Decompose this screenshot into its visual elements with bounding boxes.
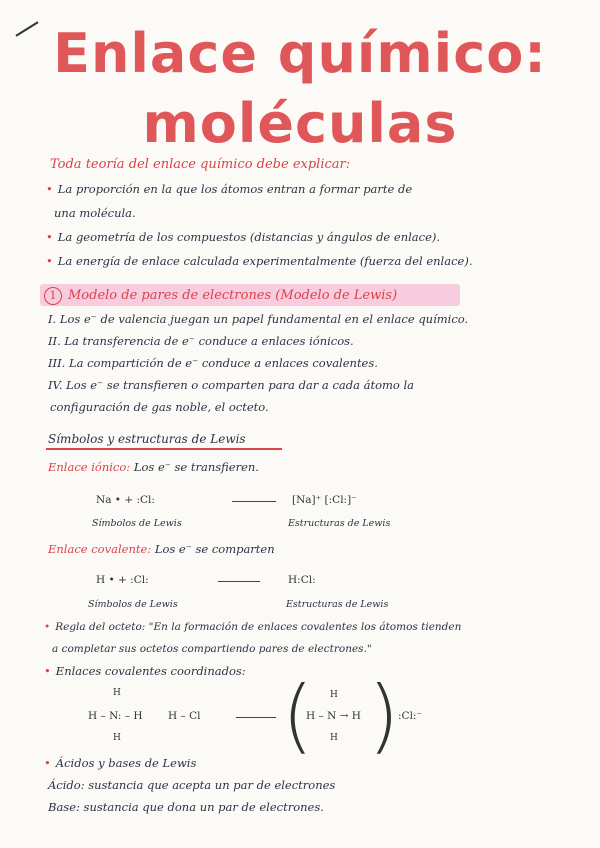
lewis-heading-underline [46,448,282,450]
covalent-caption-structures: Estructuras de Lewis [286,599,389,610]
intro-bullet-1-cont: una molécula. [54,206,136,220]
lewis-heading: Símbolos y estructuras de Lewis [48,432,246,446]
base-definition: Base: sustancia que dona un par de electrones. [48,800,324,814]
intro-heading: Toda teoría del enlace químico debe explicar: [50,157,351,172]
paren-right: ) [368,669,400,762]
paren-left: ( [282,669,314,762]
covalent-symbols: H • + :Cl: [96,574,149,586]
covalent-result: H:Cl: [288,574,316,586]
ionic-caption-symbols: Símbolos de Lewis [92,518,182,529]
ionic-symbols: Na • + :Cl: [96,494,155,506]
octet-rule-line1: • Regla del octeto: "En la formación de enlaces covalentes los átomos tienden [44,621,462,633]
nh4-h-bottom: H [330,733,338,743]
nh4-h-top: H [330,690,338,700]
octet-rule-line2: a completar sus octetos compartiendo pares de electrones." [52,643,372,655]
page-title-line2: moléculas [142,92,458,155]
coordinate-arrow [236,717,276,718]
nh3-h-top: H [113,688,121,698]
intro-bullet-3: • La energía de enlace calculada experimentalmente (fuerza del enlace). [46,254,473,268]
nh3-h-bottom: H [113,733,121,743]
point-4-cont: configuración de gas noble, el octeto. [50,400,269,414]
point-2: II. La transferencia de e⁻ conduce a enlaces iónicos. [48,334,354,348]
point-4: IV. Los e⁻ se transfieren o comparten para dar a cada átomo la [48,378,415,392]
nh3-structure: H – N: – H [88,710,143,722]
ionic-arrow [232,501,276,502]
point-3: III. La compartición de e⁻ conduce a enlaces covalentes. [48,356,378,370]
intro-bullet-2: • La geometría de los compuestos (distancias y ángulos de enlace). [46,230,441,244]
acids-heading: • Ácidos y bases de Lewis [44,756,197,770]
hcl-structure: H – Cl [168,710,201,722]
ionic-result: [Na]⁺ [:Cl:]⁻ [292,494,357,506]
covalent-arrow [218,581,260,582]
point-1: I. Los e⁻ de valencia juegan un papel fundamental en el enlace químico. [48,312,469,326]
acid-definition: Ácido: sustancia que acepta un par de electrones [48,778,336,792]
covalent-caption-symbols: Símbolos de Lewis [88,599,178,610]
chloride-ion: :Cl:⁻ [398,710,423,722]
coordinate-heading: • Enlaces covalentes coordinados: [44,664,246,678]
ionic-caption-structures: Estructuras de Lewis [288,518,391,529]
ammonium-structure: H – N → H [306,710,361,722]
ionic-line: Enlace iónico: Los e⁻ se transfieren. [48,460,259,474]
covalent-line: Enlace covalente: Los e⁻ se comparten [48,542,275,556]
section-1-title: 1 Modelo de pares de electrones (Modelo de Lewis) [44,287,397,305]
page-title-line1: Enlace químico: [53,22,547,85]
intro-bullet-1: • La proporción en la que los átomos entran a formar parte de [46,182,413,196]
